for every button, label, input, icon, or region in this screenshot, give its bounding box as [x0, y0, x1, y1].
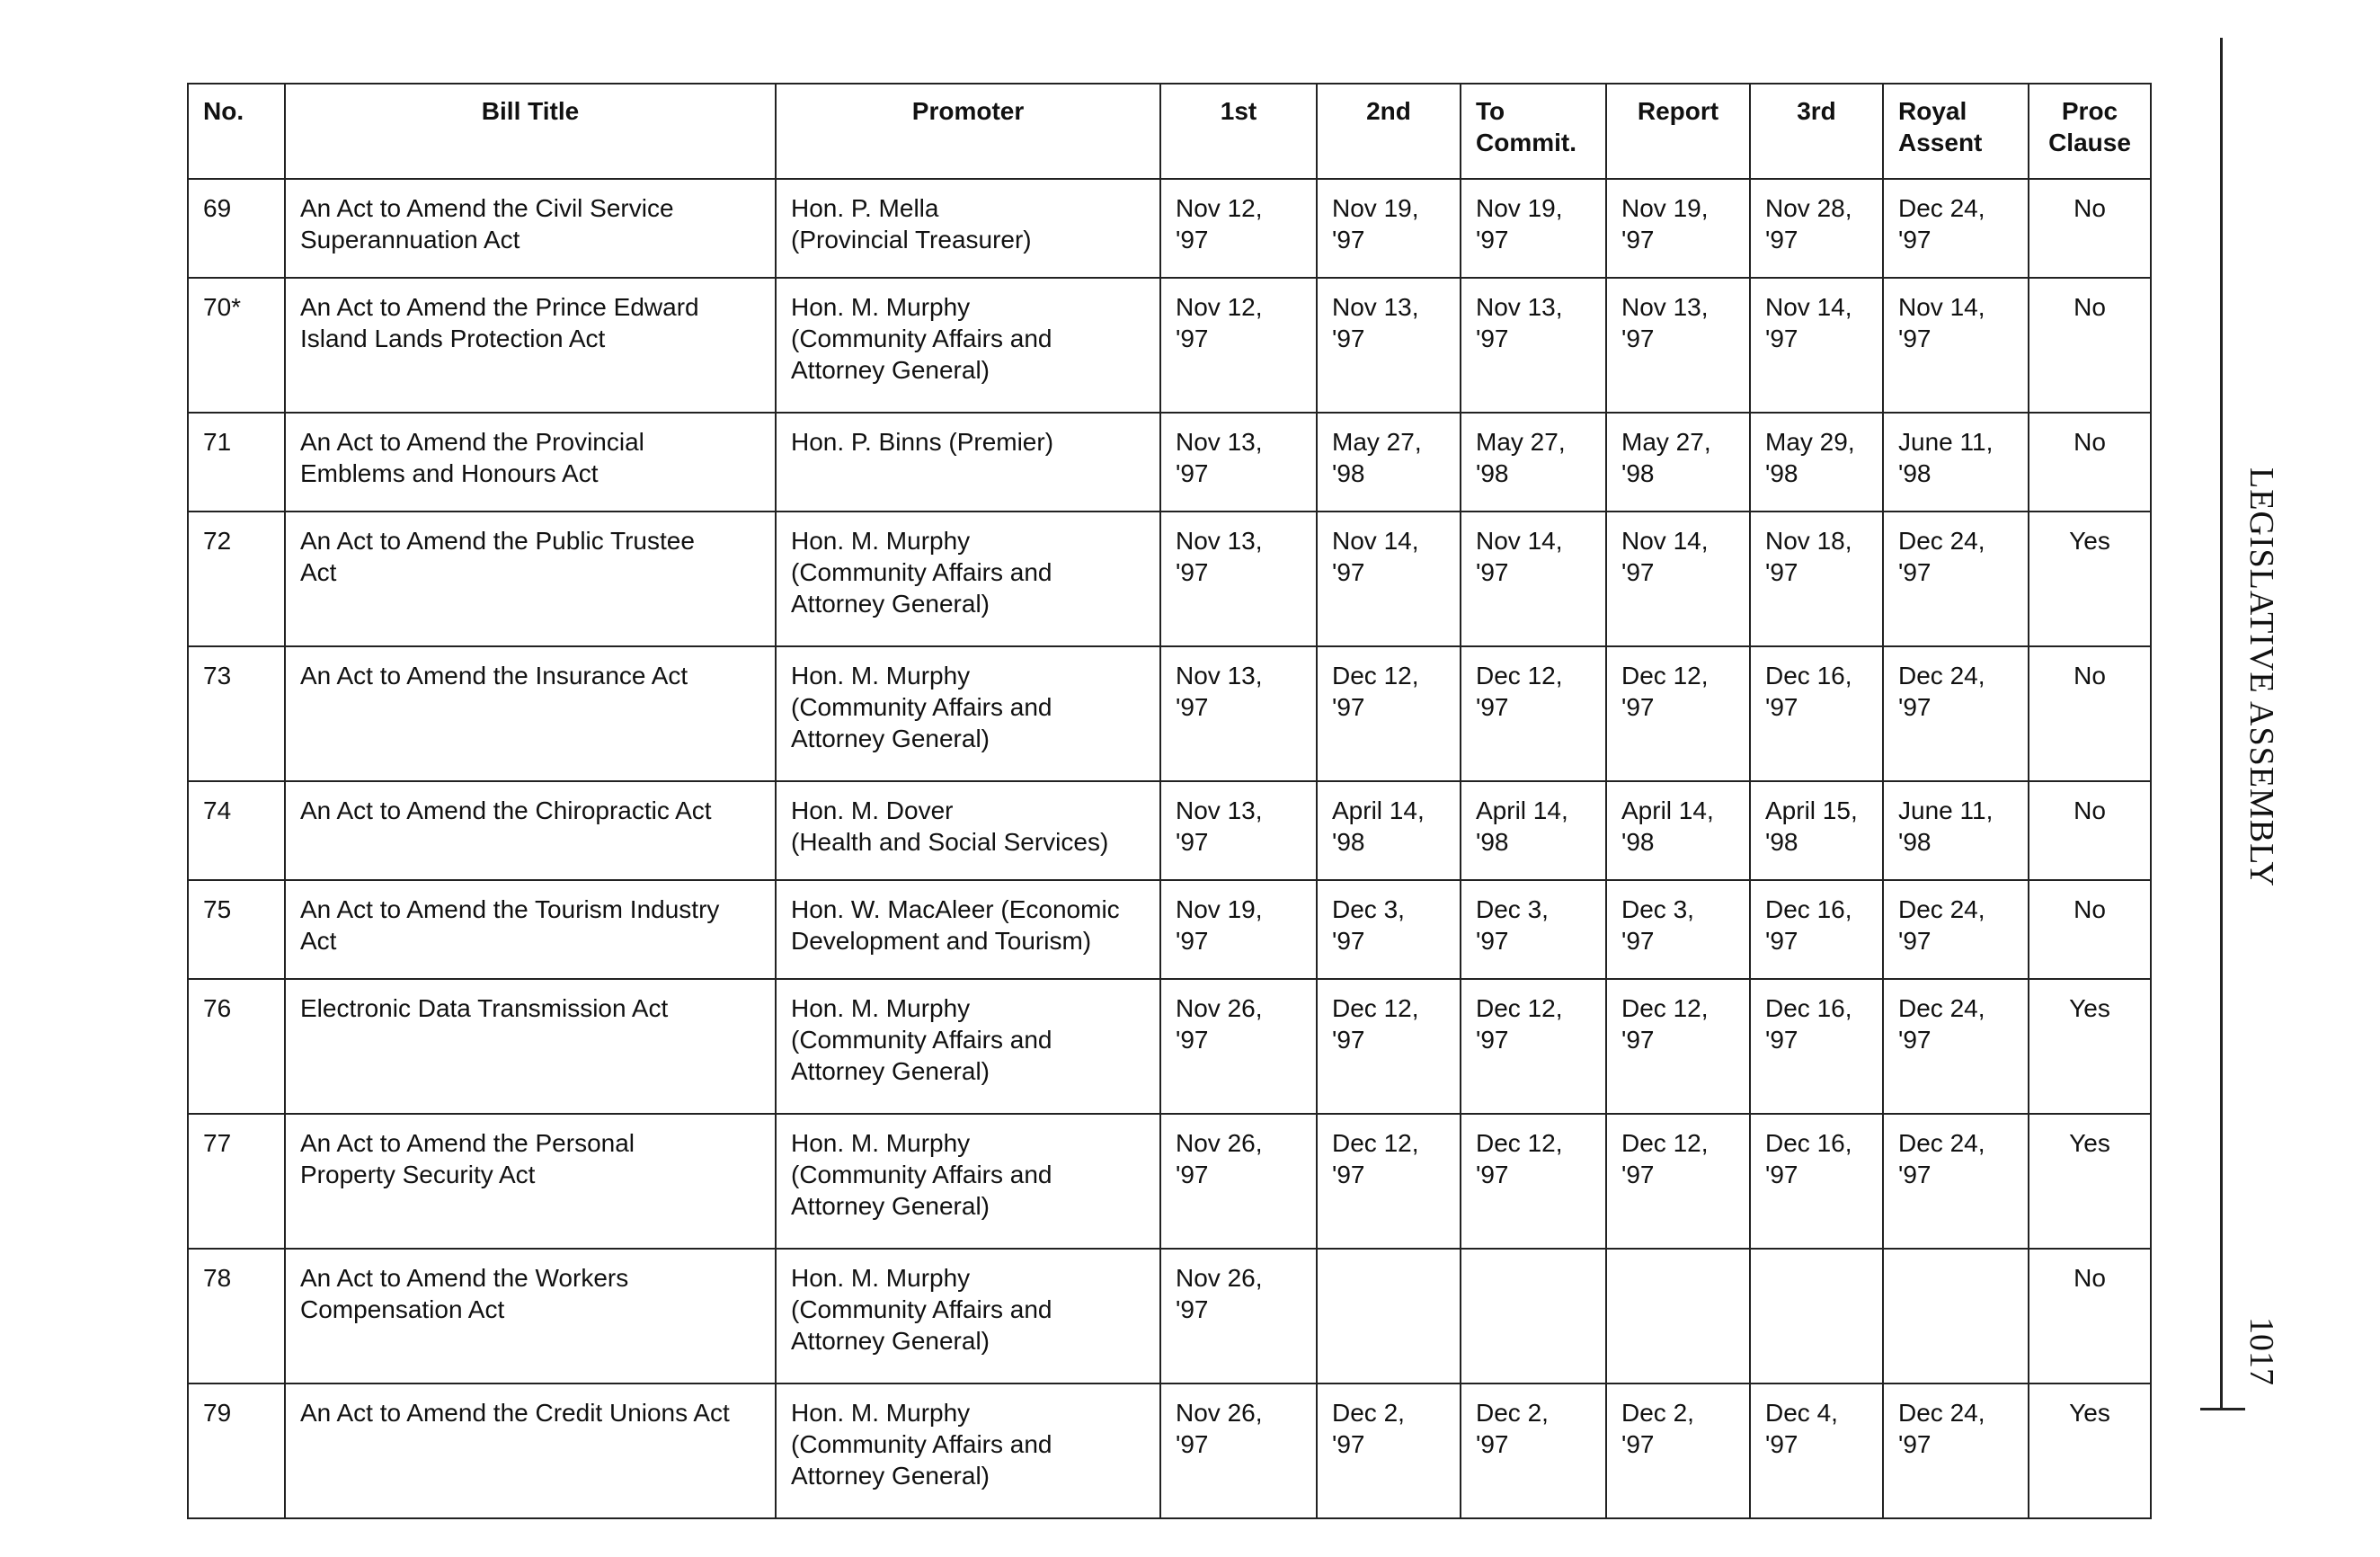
cell-proc-clause: Yes — [2029, 512, 2151, 646]
cell-no: 76 — [188, 979, 285, 1114]
cell-no: 74 — [188, 781, 285, 880]
cell-first-reading: Nov 26, '97 — [1160, 1384, 1317, 1518]
cell-proc-clause: Yes — [2029, 1384, 2151, 1518]
table-row — [188, 512, 2151, 646]
cell-promoter: Hon. M. Murphy (Community Affairs and Attorney General) — [776, 979, 1160, 1114]
header-row — [188, 84, 2151, 179]
cell-royal-assent: Nov 14, '97 — [1883, 278, 2029, 413]
cell-first-reading: Nov 12, '97 — [1160, 179, 1317, 278]
cell-second-reading: May 27, '98 — [1317, 413, 1461, 512]
sidebar-rule — [2220, 38, 2223, 1410]
cell-royal-assent: Dec 24, '97 — [1883, 179, 2029, 278]
cell-proc-clause: Yes — [2029, 1114, 2151, 1249]
cell-to-commit: Nov 14, '97 — [1461, 512, 1606, 646]
cell-promoter: Hon. M. Murphy (Community Affairs and Attorney General) — [776, 1249, 1160, 1384]
cell-first-reading: Nov 13, '97 — [1160, 781, 1317, 880]
cell-report: May 27, '98 — [1606, 413, 1750, 512]
cell-no: 77 — [188, 1114, 285, 1249]
cell-first-reading: Nov 26, '97 — [1160, 979, 1317, 1114]
cell-royal-assent: Dec 24, '97 — [1883, 880, 2029, 979]
header-no: No. — [188, 84, 285, 179]
cell-to-commit: Dec 12, '97 — [1461, 979, 1606, 1114]
cell-second-reading: Nov 13, '97 — [1317, 278, 1461, 413]
table-row — [188, 1384, 2151, 1518]
cell-promoter: Hon. M. Dover (Health and Social Services) — [776, 781, 1160, 880]
cell-third-reading: April 15, '98 — [1750, 781, 1883, 880]
page-number: 1017 — [2242, 1317, 2280, 1385]
cell-report: Dec 12, '97 — [1606, 979, 1750, 1114]
cell-bill-title: An Act to Amend the Provincial Emblems and Honours Act — [285, 413, 776, 512]
header-report: Report — [1606, 84, 1750, 179]
cell-second-reading: Dec 3, '97 — [1317, 880, 1461, 979]
cell-no: 75 — [188, 880, 285, 979]
cell-royal-assent: Dec 24, '97 — [1883, 1384, 2029, 1518]
header-proc-clause: Proc Clause — [2029, 84, 2151, 179]
table-row — [188, 413, 2151, 512]
cell-royal-assent: Dec 24, '97 — [1883, 1114, 2029, 1249]
cell-proc-clause: No — [2029, 413, 2151, 512]
cell-first-reading: Nov 26, '97 — [1160, 1249, 1317, 1384]
cell-bill-title: An Act to Amend the Personal Property Security Act — [285, 1114, 776, 1249]
cell-third-reading: Dec 4, '97 — [1750, 1384, 1883, 1518]
cell-no: 79 — [188, 1384, 285, 1518]
cell-bill-title: An Act to Amend the Credit Unions Act — [285, 1384, 776, 1518]
cell-first-reading: Nov 13, '97 — [1160, 646, 1317, 781]
cell-royal-assent: Dec 24, '97 — [1883, 512, 2029, 646]
cell-first-reading: Nov 26, '97 — [1160, 1114, 1317, 1249]
cell-third-reading — [1750, 1249, 1883, 1384]
header-bill-title: Bill Title — [285, 84, 776, 179]
cell-third-reading: Nov 28, '97 — [1750, 179, 1883, 278]
cell-first-reading: Nov 19, '97 — [1160, 880, 1317, 979]
cell-bill-title: An Act to Amend the Chiropractic Act — [285, 781, 776, 880]
table-row — [188, 179, 2151, 278]
bills-table — [187, 83, 2152, 1519]
cell-report: Nov 19, '97 — [1606, 179, 1750, 278]
cell-proc-clause: No — [2029, 1249, 2151, 1384]
cell-promoter: Hon. M. Murphy (Community Affairs and Attorney General) — [776, 512, 1160, 646]
cell-report: Dec 2, '97 — [1606, 1384, 1750, 1518]
cell-report: Nov 13, '97 — [1606, 278, 1750, 413]
cell-no: 72 — [188, 512, 285, 646]
cell-second-reading: Dec 12, '97 — [1317, 1114, 1461, 1249]
cell-proc-clause: No — [2029, 646, 2151, 781]
cell-bill-title: Electronic Data Transmission Act — [285, 979, 776, 1114]
cell-third-reading: Dec 16, '97 — [1750, 646, 1883, 781]
cell-proc-clause: No — [2029, 179, 2151, 278]
cell-to-commit: Dec 12, '97 — [1461, 1114, 1606, 1249]
cell-second-reading: Dec 12, '97 — [1317, 646, 1461, 781]
header-to-commit: To Commit. — [1461, 84, 1606, 179]
cell-bill-title: An Act to Amend the Tourism Industry Act — [285, 880, 776, 979]
cell-first-reading: Nov 13, '97 — [1160, 413, 1317, 512]
cell-promoter: Hon. P. Binns (Premier) — [776, 413, 1160, 512]
header-first-reading: 1st — [1160, 84, 1317, 179]
table-row — [188, 278, 2151, 413]
cell-second-reading — [1317, 1249, 1461, 1384]
cell-report: Dec 12, '97 — [1606, 1114, 1750, 1249]
cell-no: 73 — [188, 646, 285, 781]
cell-to-commit: Dec 3, '97 — [1461, 880, 1606, 979]
cell-report: Dec 3, '97 — [1606, 880, 1750, 979]
cell-royal-assent: Dec 24, '97 — [1883, 646, 2029, 781]
cell-to-commit — [1461, 1249, 1606, 1384]
cell-proc-clause: No — [2029, 781, 2151, 880]
table-row — [188, 979, 2151, 1114]
cell-report — [1606, 1249, 1750, 1384]
cell-third-reading: Nov 18, '97 — [1750, 512, 1883, 646]
cell-to-commit: April 14, '98 — [1461, 781, 1606, 880]
cell-third-reading: Dec 16, '97 — [1750, 1114, 1883, 1249]
header-third-reading: 3rd — [1750, 84, 1883, 179]
cell-royal-assent: June 11, '98 — [1883, 413, 2029, 512]
table-row — [188, 646, 2151, 781]
header-royal-assent: Royal Assent — [1883, 84, 2029, 179]
cell-promoter: Hon. M. Murphy (Community Affairs and Attorney General) — [776, 646, 1160, 781]
cell-report: Nov 14, '97 — [1606, 512, 1750, 646]
cell-bill-title: An Act to Amend the Prince Edward Island Lands Protection Act — [285, 278, 776, 413]
cell-first-reading: Nov 12, '97 — [1160, 278, 1317, 413]
cell-royal-assent: Dec 24, '97 — [1883, 979, 2029, 1114]
table-row — [188, 1249, 2151, 1384]
cell-report: Dec 12, '97 — [1606, 646, 1750, 781]
header-second-reading: 2nd — [1317, 84, 1461, 179]
cell-proc-clause: No — [2029, 278, 2151, 413]
cell-no: 71 — [188, 413, 285, 512]
cell-promoter: Hon. P. Mella (Provincial Treasurer) — [776, 179, 1160, 278]
cell-promoter: Hon. M. Murphy (Community Affairs and Attorney General) — [776, 278, 1160, 413]
cell-bill-title: An Act to Amend the Civil Service Superannuation Act — [285, 179, 776, 278]
cell-bill-title: An Act to Amend the Insurance Act — [285, 646, 776, 781]
running-header: LEGISLATIVE ASSEMBLY — [2242, 467, 2280, 887]
cell-second-reading: Dec 12, '97 — [1317, 979, 1461, 1114]
cell-promoter: Hon. W. MacAleer (Economic Development and Tourism) — [776, 880, 1160, 979]
table-row — [188, 1114, 2151, 1249]
header-promoter: Promoter — [776, 84, 1160, 179]
cell-promoter: Hon. M. Murphy (Community Affairs and Attorney General) — [776, 1384, 1160, 1518]
cell-first-reading: Nov 13, '97 — [1160, 512, 1317, 646]
cell-third-reading: May 29, '98 — [1750, 413, 1883, 512]
table-row — [188, 880, 2151, 979]
cell-second-reading: Nov 19, '97 — [1317, 179, 1461, 278]
cell-bill-title: An Act to Amend the Workers Compensation Act — [285, 1249, 776, 1384]
cell-second-reading: Nov 14, '97 — [1317, 512, 1461, 646]
cell-to-commit: Nov 19, '97 — [1461, 179, 1606, 278]
cell-third-reading: Nov 14, '97 — [1750, 278, 1883, 413]
cell-proc-clause: Yes — [2029, 979, 2151, 1114]
cell-to-commit: Nov 13, '97 — [1461, 278, 1606, 413]
cell-bill-title: An Act to Amend the Public Trustee Act — [285, 512, 776, 646]
cell-third-reading: Dec 16, '97 — [1750, 880, 1883, 979]
cell-royal-assent: June 11, '98 — [1883, 781, 2029, 880]
cell-to-commit: Dec 2, '97 — [1461, 1384, 1606, 1518]
cell-report: April 14, '98 — [1606, 781, 1750, 880]
cell-second-reading: Dec 2, '97 — [1317, 1384, 1461, 1518]
cell-no: 69 — [188, 179, 285, 278]
cell-to-commit: May 27, '98 — [1461, 413, 1606, 512]
table-row — [188, 781, 2151, 880]
cell-royal-assent — [1883, 1249, 2029, 1384]
cell-promoter: Hon. M. Murphy (Community Affairs and Attorney General) — [776, 1114, 1160, 1249]
cell-no: 78 — [188, 1249, 285, 1384]
bottom-rule — [2200, 1408, 2245, 1410]
cell-no: 70* — [188, 278, 285, 413]
cell-proc-clause: No — [2029, 880, 2151, 979]
cell-third-reading: Dec 16, '97 — [1750, 979, 1883, 1114]
cell-to-commit: Dec 12, '97 — [1461, 646, 1606, 781]
cell-second-reading: April 14, '98 — [1317, 781, 1461, 880]
